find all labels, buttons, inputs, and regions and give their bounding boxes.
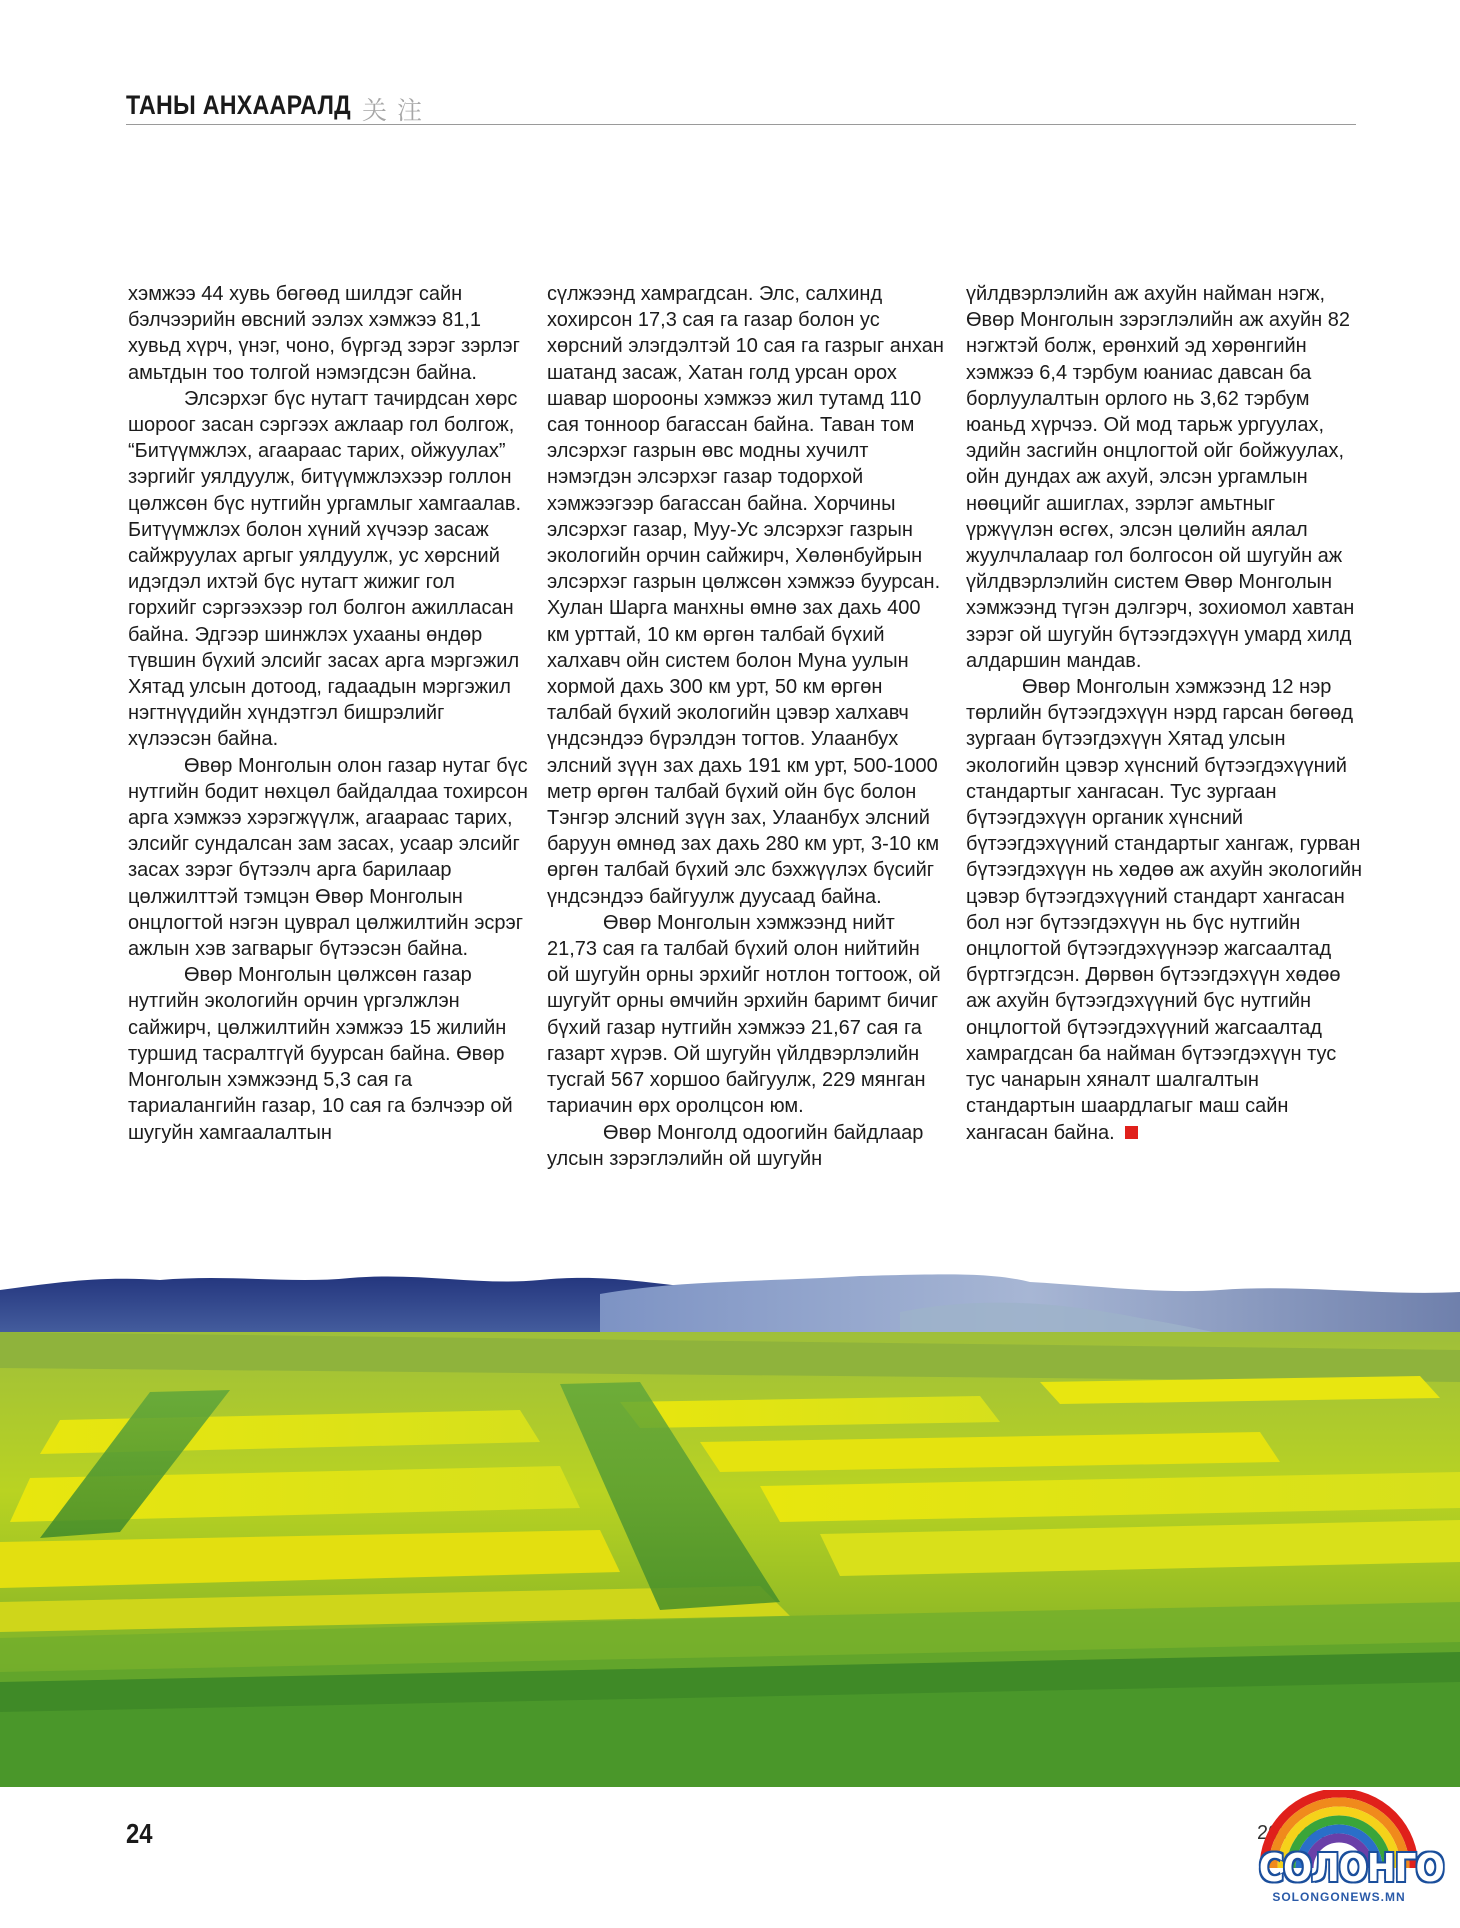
paragraph: Өвөр Монголд одоогийн байдлаар улсын зэрэглэлийн ой шугуйн (547, 1121, 924, 1170)
paragraph: Өвөр Монголын олон газар нутаг бүс нутгийн бодит нөхцөл байдалдаа тохирсон арга хэмжээ хэрэгжүүлж, агаараас тарих, элсийг сундалсан зам засах, усаар элсийг засах зэрэг бүтээлч арга барилаар цөлжилттэй тэмцэн Өвөр Монголын онцлогтой нэгэн цуврал цөлжилтийн эсрэг ажлын хэв загварыг бүтээсэн байна. (128, 754, 528, 961)
paragraph: Өвөр Монголын цөлжсөн газар нутгийн экологийн орчин үргэлжлэн сайжирч, цөлжилтийн хэмжээ 15 жилийн туршид тасралтгүй буурсан байна. Өвөр Монголын хэмжээнд 5,3 сая га тариалангийн газар, 10 сая га бэлчээр ой шугуйн хамгаалалтын (128, 964, 513, 1144)
paragraph (966, 674, 1366, 1146)
paragraph: сүлжээнд хамрагдсан. Элс, салхинд хохирсон 17,3 сая га газар болон ус хөрсний элэгдэлтэй 10 сая га газрыг анхан шатанд засаж, Хатан голд урсан орох шавар шорооны хэмжээ жил тутамд 110 сая тонноор багассан байна. Таван том элсэрхэг газрын өвс модны хучилт нэмэгдэн элсэрхэг газар тодорхой хэмжээгээр багассан байна. Хорчины элсэрхэг газар, Муу-Ус элсэрхэг газрын экологийн орчин сайжирч, Хөлөнбуйрын элсэрхэг газрын цөлжсөн хэмжээ буурсан. Хулан Шарга манхны өмнө зах дахь 400 км урттай, 10 км өргөн талбай бүхий халхавч ойн систем болон Муна уулын хормой дахь 300 км урт, 50 км өргөн талбай бүхий экологийн цэвэр халхавч үндсэндээ бүрэлдэн тогтов. Улаанбух элсний зүүн зах дахь 191 км урт, 500-1000 метр өргөн талбай бүхий ойн бүс болон Тэнгэр элсний зүүн зах, Улаанбух элсний баруун өмнөд зах дахь 280 км урт, 3-10 км өргөн талбай бүхий элс бэхжүүлэх бүсийг үндсэндээ байгуулж дуусаад байна. (547, 283, 944, 908)
logo-text: СОЛОНГО (1258, 1846, 1444, 1890)
text-column-1 (128, 281, 528, 1146)
paragraph: Өвөр Монголын хэмжээнд нийт 21,73 сая га талбай бүхий олон нийтийн ой шугуйн орны эрхийг нотлон тогтоож, ой шугуйт орны өмчийн эрхийн баримт бичиг бүхий газар нутгийн хэмжээ 21,67 сая га газарт хүрэв. Ой шугуйн үйлдвэрлэлийн тусгай 567 хоршоо байгуулж, 229 мянган тариачин өрх оролцсон юм. (547, 911, 941, 1118)
paragraph: Элсэрхэг бүс нутагт тачирдсан хөрс шороог засан сэргээх ажлаар гол болгож, “Битүүмжлэх, агаараас тарих, ойжуулах” зэргийг уялдуулж, битүүмжлэхээр голлон цөлжсөн бүс нутгийн ургамлыг хамгаалав. Битүүмжлэх болон хүний хүчээр засаж сайжруулах аргыг уялдуулж, ус хөрсний идэгдэл ихтэй бүс нутагт жижиг гол горхийг сэргээхээр гол болгон ажилласан байна. Эдгээр шинжлэх ухааны өндөр түвшин бүхий элсийг засах арга мэргэжил Хятад улсын дотоод, гадаадын мэргэжил нэгтнүүдийн хүндэтгэл бишрэлийг хүлээсэн байна. (128, 387, 522, 751)
page-number: 24 (126, 1818, 153, 1849)
paragraph: үйлдвэрлэлийн аж ахуйн найман нэгж, Өвөр Монголын зэрэглэлийн аж ахуйн 82 нэгжтэй болж, ерөнхий эд хөрөнгийн хэмжээ 6,4 тэрбум юаниас давсан ба борлуулалтын орлого нь 3,62 тэрбум юаньд хүрчээ. Ой мод тарьж ургуулах, эдийн засгийн онцлогтой ойг бойжуулах, ойн дундах аж ахуй, элсэн ургамлын нөөцийг ашиглах, зэрлэг амьтныг үржүүлэн өсгөх, элсэн цөлийн аялал жуулчлалаар гол болгосон ой шугуйн аж үйлдвэрлэлийн систем Өвөр Монголын хэмжээнд түгэн дэлгэрч, зохиомол хавтан зэрэг ой шугуйн бүтээгдэхүүн умард хилд алдаршин мандав. (966, 283, 1355, 672)
solongo-logo (1250, 1790, 1444, 1910)
end-of-article-mark (1125, 1126, 1138, 1139)
issue-number: 2014/279 (1257, 1822, 1341, 1844)
paragraph: хэмжээ 44 хувь бөгөөд шилдэг сайн бэлчээрийн өвсний ээлэх хэмжээ 81,1 хувьд хүрч, үнэг, чоно, бүргэд зэрэг зэрлэг амьтдын тоо толгой нэмэгдсэн байна. (128, 283, 520, 384)
paragraph-text: Өвөр Монголын хэмжээнд 12 нэр төрлийн бүтээгдэхүүн нэрд гарсан бөгөөд зургаан бүтээгдэхүүн Хятад улсын экологийн цэвэр хүнсний бүтээгдэхүүний стандартыг хангасан. Тус зургаан бүтээгдэхүүн органик хүнсний бүтээгдэхүүний стандартыг хангаж, гурван бүтээгдэхүүн нь хөдөө аж ахуйн экологийн цэвэр бүтээгдэхүүний стандарт хангасан бол нэг бүтээгдэхүүн нь бүс нутгийн онцлогтой бүтээгдэхүүнээр жагсаалтад бүртгэгдсэн. Дөрвөн бүтээгдэхүүн хөдөө аж ахуйн бүтээгдэхүүний бүс нутгийн онцлогтой бүтээгдэхүүний жагсаалтад хамрагдсан ба найман бүтээгдэхүүн тус тус чанарын хяналт шалгалтын стандартын шаардлагыг маш сайн хангасан байна. (966, 676, 1363, 1144)
text-column-2 (547, 281, 947, 1172)
landscape-photo (0, 1272, 1460, 1787)
text-column-3 (966, 281, 1366, 1146)
section-header (126, 88, 1356, 125)
section-subtitle: 关注 (362, 97, 433, 125)
section-title: ТАНЫ АНХААРАЛД (126, 90, 351, 120)
logo-url: SOLONGONEWS.MN (1272, 1890, 1406, 1904)
